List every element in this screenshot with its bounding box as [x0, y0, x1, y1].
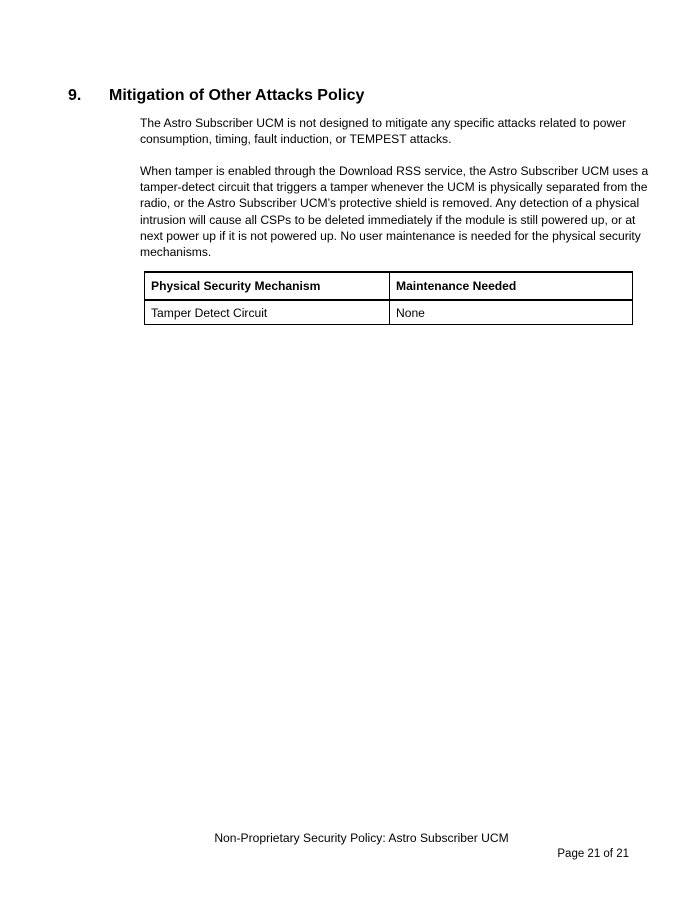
- paragraph-attacks: The Astro Subscriber UCM is not designed to mitigate any specific attacks related to power consumption, timing, fault induction, or TEMPEST attacks.: [140, 116, 626, 147]
- table-cell-maintenance: None: [390, 300, 633, 325]
- table-cell-mechanism: Tamper Detect Circuit: [145, 300, 390, 325]
- table-row: [145, 300, 633, 325]
- physical-security-table: [144, 271, 633, 325]
- table-header-maintenance: Maintenance Needed: [390, 272, 633, 300]
- paragraph-tamper: When tamper is enabled through the Download RSS service, the Astro Subscriber UCM uses a tamper-detect circuit that triggers a tamper whenever the UCM is physically separated from the radio, or the Astro Subscriber UCM’s protective shield is removed. Any detection of a physical intrusion will cause all CSPs to be deleted immediately if the module is still powered up, or at next power up if it is not powered up. No user maintenance is needed for the physical security mechanisms.: [140, 164, 649, 260]
- table-header-mechanism: Physical Security Mechanism: [145, 272, 390, 300]
- footer-title: Non-Proprietary Security Policy: Astro Subscriber UCM: [214, 831, 509, 845]
- table-header-row: [145, 272, 633, 300]
- page-number: Page 21 of 21: [557, 848, 629, 860]
- section-title: Mitigation of Other Attacks Policy: [109, 87, 365, 104]
- section-heading: [68, 86, 364, 106]
- section-number: 9.: [68, 87, 82, 104]
